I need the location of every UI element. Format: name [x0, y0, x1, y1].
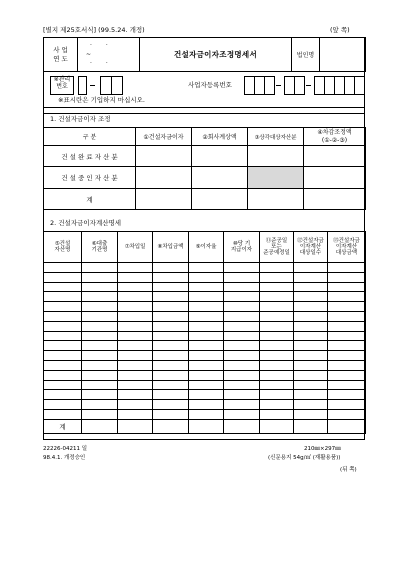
table-row	[44, 321, 366, 331]
table-row	[44, 409, 366, 419]
cell-interest-rate[interactable]	[189, 370, 224, 380]
cell-completion-date[interactable]	[260, 370, 294, 380]
cell-borrow-date[interactable]	[118, 272, 153, 282]
cell-borrow-amount[interactable]	[153, 390, 189, 400]
cell-interest-rate[interactable]	[189, 321, 224, 331]
table-row	[44, 370, 366, 380]
cell-borrow-date[interactable]	[118, 400, 153, 410]
cell-current-interest[interactable]	[224, 263, 260, 273]
cell-completion-date[interactable]	[260, 341, 294, 351]
cell-calc-days[interactable]	[294, 311, 328, 321]
corp-name-field[interactable]	[320, 38, 366, 72]
cell-asset-name[interactable]	[44, 400, 82, 410]
calc-total-label: 계	[44, 419, 82, 433]
total-cell-calc-amount[interactable]	[328, 419, 366, 433]
cell-lender-name[interactable]	[82, 321, 118, 331]
cell-borrow-date[interactable]	[118, 341, 153, 351]
page-side-label: (앞 쪽)	[330, 26, 350, 34]
cell-lender-name[interactable]	[82, 360, 118, 370]
cell-current-interest[interactable]	[224, 390, 260, 400]
mgmt-number-box-3[interactable]	[111, 76, 123, 95]
cell-interest-rate[interactable]	[189, 272, 224, 282]
cell-asset-name[interactable]	[44, 341, 82, 351]
total-interest-cell[interactable]	[136, 189, 192, 210]
cell-completion-date[interactable]	[260, 331, 294, 341]
calc-header-current-interest: ⑩당 기 지급이자	[224, 232, 260, 263]
cell-interest-rate[interactable]	[189, 263, 224, 273]
section1-rule	[43, 113, 365, 114]
cell-calc-amount[interactable]	[328, 272, 366, 282]
cell-completion-date[interactable]	[260, 302, 294, 312]
cell-asset-name[interactable]	[44, 409, 82, 419]
table-row	[44, 282, 366, 292]
cell-current-interest[interactable]	[224, 380, 260, 390]
cell-asset-name[interactable]	[44, 272, 82, 282]
cell-interest-rate[interactable]	[189, 409, 224, 419]
dash-2	[276, 85, 281, 86]
completed-depreciable-cell[interactable]	[248, 146, 304, 167]
cell-current-interest[interactable]	[224, 292, 260, 302]
cell-interest-rate[interactable]	[189, 292, 224, 302]
cell-completion-date[interactable]	[260, 263, 294, 273]
cell-calc-amount[interactable]	[328, 302, 366, 312]
cell-interest-rate[interactable]	[189, 380, 224, 390]
cell-current-interest[interactable]	[224, 370, 260, 380]
table-row	[44, 292, 366, 302]
cell-interest-rate[interactable]	[189, 341, 224, 351]
cell-asset-name[interactable]	[44, 351, 82, 361]
cell-calc-amount[interactable]	[328, 390, 366, 400]
cell-borrow-date[interactable]	[118, 311, 153, 321]
cell-completion-date[interactable]	[260, 380, 294, 390]
cell-asset-name[interactable]	[44, 380, 82, 390]
table-row	[44, 380, 366, 390]
cell-calc-amount[interactable]	[328, 400, 366, 410]
cell-borrow-date[interactable]	[118, 360, 153, 370]
col-depreciable-header: ③상각대상자산분	[248, 128, 304, 146]
cell-lender-name[interactable]	[82, 351, 118, 361]
mgmt-note: ※표시란은 기입하지 마십시오.	[58, 96, 145, 104]
cell-borrow-date[interactable]	[118, 282, 153, 292]
cell-calc-amount[interactable]	[328, 351, 366, 361]
cell-borrow-amount[interactable]	[153, 370, 189, 380]
adjust-label: ④차감조정액	[317, 129, 352, 137]
period-start-dots: · ·	[90, 42, 114, 49]
cell-current-interest[interactable]	[224, 311, 260, 321]
cell-current-interest[interactable]	[224, 272, 260, 282]
cell-current-interest[interactable]	[224, 341, 260, 351]
cell-completion-date[interactable]	[260, 292, 294, 302]
cell-lender-name[interactable]	[82, 409, 118, 419]
cell-current-interest[interactable]	[224, 400, 260, 410]
corp-name-label: 법인명	[292, 38, 320, 72]
table-row	[44, 390, 366, 400]
mgmt-number-label: ※관리 번호	[50, 76, 74, 95]
cell-current-interest[interactable]	[224, 360, 260, 370]
cell-calc-days[interactable]	[294, 263, 328, 273]
cell-calc-days[interactable]	[294, 409, 328, 419]
calc-header-asset-name: ⑤건설 자산명	[44, 232, 82, 263]
period-end-dots: · ·	[90, 60, 114, 67]
biz-reg-label: 사업자등록번호	[188, 81, 232, 89]
cell-calc-amount[interactable]	[328, 331, 366, 341]
top-table	[43, 37, 366, 72]
cell-lender-name[interactable]	[82, 272, 118, 282]
cell-interest-rate[interactable]	[189, 351, 224, 361]
cell-borrow-amount[interactable]	[153, 360, 189, 370]
cell-borrow-amount[interactable]	[153, 302, 189, 312]
total-cell-lender-name[interactable]	[82, 419, 118, 433]
cell-asset-name[interactable]	[44, 360, 82, 370]
cell-lender-name[interactable]	[82, 282, 118, 292]
cell-asset-name[interactable]	[44, 263, 82, 273]
cell-asset-name[interactable]	[44, 311, 82, 321]
table-row	[44, 263, 366, 273]
cell-borrow-amount[interactable]	[153, 351, 189, 361]
cell-calc-days[interactable]	[294, 360, 328, 370]
business-period-label: 사 업 연 도	[44, 38, 78, 72]
cell-calc-amount[interactable]	[328, 292, 366, 302]
section2-title: 2. 건설자금이자계산명세	[50, 219, 122, 227]
cell-current-interest[interactable]	[224, 282, 260, 292]
cell-borrow-date[interactable]	[118, 390, 153, 400]
total-cell-calc-days[interactable]	[294, 419, 328, 433]
total-cell-completion-date[interactable]	[260, 419, 294, 433]
cell-calc-amount[interactable]	[328, 282, 366, 292]
col-company-header: ②회사계상액	[192, 128, 248, 146]
biz-reg-box-5[interactable]	[294, 76, 305, 95]
cell-calc-days[interactable]	[294, 292, 328, 302]
cell-lender-name[interactable]	[82, 390, 118, 400]
cell-borrow-amount[interactable]	[153, 263, 189, 273]
cell-lender-name[interactable]	[82, 263, 118, 273]
cell-current-interest[interactable]	[224, 351, 260, 361]
completed-interest-cell[interactable]	[136, 146, 192, 167]
cell-borrow-amount[interactable]	[153, 292, 189, 302]
cell-calc-amount[interactable]	[328, 409, 366, 419]
form-code: 22226-04211 일	[43, 446, 88, 452]
form-id: [별지 제25호서식] (99.5.24. 개정)	[43, 26, 145, 34]
cell-asset-name[interactable]	[44, 390, 82, 400]
calc-header-interest-rate: ⑨이자율	[189, 232, 224, 263]
total-row	[44, 419, 366, 433]
cell-calc-days[interactable]	[294, 390, 328, 400]
total-company-cell[interactable]	[192, 189, 248, 210]
calc-header-completion-date: ⑪준공일 또는 준공예정일	[260, 232, 294, 263]
cell-asset-name[interactable]	[44, 292, 82, 302]
table-row	[44, 302, 366, 312]
cell-borrow-date[interactable]	[118, 263, 153, 273]
cell-interest-rate[interactable]	[189, 302, 224, 312]
row-in-progress-label: 건 설 중 인 자 산 분	[44, 167, 136, 189]
cell-current-interest[interactable]	[224, 409, 260, 419]
cell-completion-date[interactable]	[260, 311, 294, 321]
cell-interest-rate[interactable]	[189, 282, 224, 292]
adjust-formula: (①-②-③)	[321, 136, 348, 144]
cell-calc-amount[interactable]	[328, 341, 366, 351]
cell-lender-name[interactable]	[82, 311, 118, 321]
cell-interest-rate[interactable]	[189, 400, 224, 410]
paper-type: (신문용지 54g/㎡ (재활용품))	[268, 455, 341, 461]
period-separator: ~	[86, 51, 92, 58]
cell-borrow-amount[interactable]	[153, 341, 189, 351]
cell-borrow-amount[interactable]	[153, 331, 189, 341]
calc-header-borrow-date: ⑦차입일	[118, 232, 153, 263]
cell-completion-date[interactable]	[260, 360, 294, 370]
cell-borrow-amount[interactable]	[153, 321, 189, 331]
row-total-label: 계	[44, 189, 136, 210]
cell-completion-date[interactable]	[260, 321, 294, 331]
cell-borrow-date[interactable]	[118, 321, 153, 331]
total-cell-borrow-amount[interactable]	[153, 419, 189, 433]
completed-adjust-cell[interactable]	[304, 146, 366, 167]
cell-interest-rate[interactable]	[189, 390, 224, 400]
cell-interest-rate[interactable]	[189, 331, 224, 341]
cell-calc-days[interactable]	[294, 331, 328, 341]
cell-borrow-amount[interactable]	[153, 311, 189, 321]
cell-borrow-date[interactable]	[118, 351, 153, 361]
approval-date: 98.4.1. 개정승인	[43, 455, 86, 461]
cell-borrow-date[interactable]	[118, 409, 153, 419]
in-progress-adjust-cell[interactable]	[304, 167, 366, 189]
calculation-table	[43, 231, 366, 434]
cell-calc-days[interactable]	[294, 341, 328, 351]
cell-borrow-date[interactable]	[118, 331, 153, 341]
cell-lender-name[interactable]	[82, 370, 118, 380]
cell-calc-amount[interactable]	[328, 370, 366, 380]
cell-completion-date[interactable]	[260, 272, 294, 282]
table-row	[44, 360, 366, 370]
biz-reg-box-3[interactable]	[264, 76, 275, 95]
biz-reg-box-10[interactable]	[354, 76, 365, 95]
dash-1	[90, 85, 95, 86]
table-row	[44, 272, 366, 282]
calc-header-lender-name: ⑥대출 기관명	[82, 232, 118, 263]
completed-company-cell[interactable]	[192, 146, 248, 167]
cell-borrow-amount[interactable]	[153, 380, 189, 390]
in-progress-company-cell[interactable]	[192, 167, 248, 189]
calc-header-calc-amount: ⑬건설자금 이자계산 대상금액	[328, 232, 366, 263]
cell-calc-amount[interactable]	[328, 360, 366, 370]
cell-asset-name[interactable]	[44, 331, 82, 341]
cell-asset-name[interactable]	[44, 370, 82, 380]
cell-calc-days[interactable]	[294, 282, 328, 292]
in-progress-interest-cell[interactable]	[136, 167, 192, 189]
cell-borrow-date[interactable]	[118, 292, 153, 302]
mgmt-number-box-1[interactable]	[78, 76, 87, 95]
cell-lender-name[interactable]	[82, 380, 118, 390]
cell-asset-name[interactable]	[44, 282, 82, 292]
table-row	[44, 341, 366, 351]
cell-borrow-amount[interactable]	[153, 272, 189, 282]
cell-current-interest[interactable]	[224, 321, 260, 331]
form-title: 건설자금이자조정명세서	[140, 38, 292, 72]
table-row	[44, 311, 366, 321]
cell-calc-days[interactable]	[294, 380, 328, 390]
cell-lender-name[interactable]	[82, 400, 118, 410]
cell-lender-name[interactable]	[82, 331, 118, 341]
cell-calc-days[interactable]	[294, 370, 328, 380]
cell-interest-rate[interactable]	[189, 360, 224, 370]
cell-lender-name[interactable]	[82, 302, 118, 312]
cell-borrow-date[interactable]	[118, 370, 153, 380]
table-row	[44, 351, 366, 361]
row-completed-label: 건 설 완 료 자 산 분	[44, 146, 136, 167]
cell-calc-days[interactable]	[294, 302, 328, 312]
cell-lender-name[interactable]	[82, 341, 118, 351]
cell-completion-date[interactable]	[260, 400, 294, 410]
cell-borrow-amount[interactable]	[153, 282, 189, 292]
cell-lender-name[interactable]	[82, 292, 118, 302]
cell-calc-days[interactable]	[294, 321, 328, 331]
cell-calc-days[interactable]	[294, 351, 328, 361]
adjustment-table	[43, 127, 366, 210]
business-period-field[interactable]	[78, 38, 140, 72]
total-cell-interest-rate[interactable]	[189, 419, 224, 433]
calc-header-borrow-amount: ⑧차입금액	[153, 232, 189, 263]
cell-calc-amount[interactable]	[328, 380, 366, 390]
cell-completion-date[interactable]	[260, 390, 294, 400]
cell-borrow-date[interactable]	[118, 302, 153, 312]
col-interest-header: ①건설자금이자	[136, 128, 192, 146]
cell-borrow-amount[interactable]	[153, 409, 189, 419]
cell-borrow-amount[interactable]	[153, 400, 189, 410]
cell-current-interest[interactable]	[224, 302, 260, 312]
cell-calc-days[interactable]	[294, 400, 328, 410]
cell-completion-date[interactable]	[260, 351, 294, 361]
table-row	[44, 331, 366, 341]
cell-calc-days[interactable]	[294, 272, 328, 282]
total-depreciable-cell[interactable]	[248, 189, 304, 210]
section1-title: 1. 건설자금이자 조정	[50, 115, 111, 123]
total-adjust-cell[interactable]	[304, 189, 366, 210]
cell-calc-amount[interactable]	[328, 321, 366, 331]
total-cell-borrow-date[interactable]	[118, 419, 153, 433]
cell-borrow-date[interactable]	[118, 380, 153, 390]
cell-current-interest[interactable]	[224, 331, 260, 341]
table-row	[44, 400, 366, 410]
total-cell-current-interest[interactable]	[224, 419, 260, 433]
in-progress-depreciable-shaded	[248, 167, 304, 189]
cell-asset-name[interactable]	[44, 302, 82, 312]
back-side-label: (뒤 쪽)	[340, 467, 357, 473]
dash-3	[306, 85, 311, 86]
cell-interest-rate[interactable]	[189, 311, 224, 321]
cell-completion-date[interactable]	[260, 409, 294, 419]
col-category-header: 구 분	[44, 128, 136, 146]
paper-size: 210㎜×297㎜	[304, 446, 341, 452]
cell-calc-amount[interactable]	[328, 311, 366, 321]
calc-header-calc-days: ⑫건설자금 이자계산 대상일수	[294, 232, 328, 263]
cell-asset-name[interactable]	[44, 321, 82, 331]
cell-calc-amount[interactable]	[328, 263, 366, 273]
cell-completion-date[interactable]	[260, 282, 294, 292]
col-adjust-header	[304, 128, 366, 146]
